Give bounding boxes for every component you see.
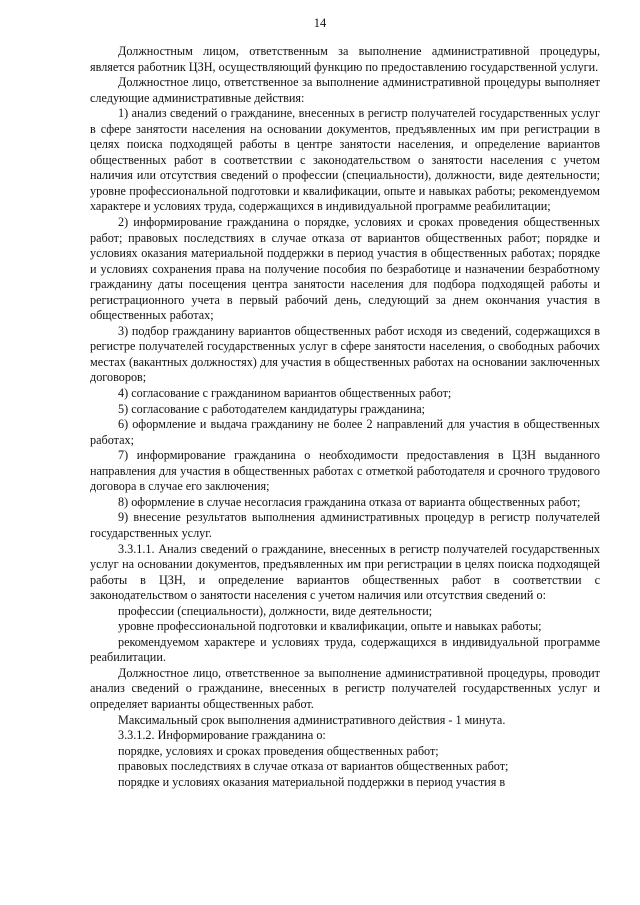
paragraph: 4) согласование с гражданином вариантов общественных работ; <box>118 386 452 401</box>
paragraph: рекомендуемом характере и условиях труда, содержащихся в индивидуальной программе реабилитации. <box>90 634 600 665</box>
paragraph: 2) информирование гражданина о порядке, условиях и сроках проведения общественных работ; правовых последствиях в случае отказа от вариантов общественных работ; порядке и условиях оказания материальной поддержки в период участия в общественных работах; порядке и условиях сохранения права на получение пособия по безработице и назначении безработному гражданину даты посещения центра занятости населения для подбора подходящей работы и регистрационного учета в первый рабочий день, следующий за днем окончания участия в общественных работах; <box>90 215 600 323</box>
paragraph: правовых последствиях в случае отказа от вариантов общественных работ; <box>118 759 509 774</box>
paragraph: 7) информирование гражданина о необходимости предоставления в ЦЗН выданного направления для участия в общественных работах с отметкой работодателя и срочного трудового договора в случае его заключения; <box>90 448 600 494</box>
paragraph: 1) анализ сведений о гражданине, внесенных в регистр получателей государственных услуг в сфере занятости населения на основании документов, предъявленных им при регистрации в целях поиска подходящей работы в центре занятости населения, и определение вариантов общественных работ в соответствии с законодательством о занятости населения с учетом наличия или отсутствия сведений о профессии (специальности), должности, виде деятельности; уровне профессиональной подготовки и квалификации, опыте и навыках работы; рекомендуемом характере и условиях труда, содержащихся в индивидуальной программе реабилитации; <box>90 106 600 214</box>
paragraph: Должностным лицом, ответственным за выполнение административной процедуры, является работник ЦЗН, осуществляющий функцию по предоставлению государственной услуги. <box>90 44 600 74</box>
paragraph: 6) оформление и выдача гражданину не более 2 направлений для участия в общественных работах; <box>90 417 600 447</box>
paragraph: 8) оформление в случае несогласия гражданина отказа от варианта общественных работ; <box>118 494 581 509</box>
paragraph: профессии (специальности), должности, виде деятельности; <box>118 603 433 618</box>
paragraph: Максимальный срок выполнения административного действия - 1 минута. <box>118 712 506 727</box>
paragraph: 3.3.1.1. Анализ сведений о гражданине, внесенных в регистр получателей государственных услуг на основании документов, предъявленных им при регистрации в целях поиска подходящей работы в ЦЗН, и определение вариантов общественных работ в соответствии с законодательством о занятости населения с учетом наличия или отсутствия сведений о: <box>90 541 600 603</box>
paragraph: порядке, условиях и сроках проведения общественных работ; <box>118 743 439 758</box>
paragraph: 9) внесение результатов выполнения административных процедур в регистр получателей государственных услуг. <box>90 510 600 540</box>
paragraph: порядке и условиях оказания материальной поддержки в период участия в <box>118 774 506 789</box>
paragraph: 5) согласование с работодателем кандидатуры гражданина; <box>118 401 426 416</box>
paragraph: 3.3.1.2. Информирование гражданина о: <box>118 728 326 743</box>
page-number: 14 <box>313 16 327 30</box>
paragraph: Должностное лицо, ответственное за выполнение административной процедуры, проводит анализ сведений о гражданине, внесенных в регистр получателей государственных услуг и определяет варианты общественных работ. <box>90 665 600 711</box>
paragraph: уровне профессиональной подготовки и квалификации, опыте и навыках работы; <box>118 619 542 634</box>
paragraph: 3) подбор гражданину вариантов общественных работ исходя из сведений, содержащихся в регистре получателей государственных услуг в сфере занятости населения, о свободных рабочих местах (вакантных должностях) для участия в общественных работах на основании заключенных договоров; <box>90 323 600 385</box>
paragraph: Должностное лицо, ответственное за выполнение административной процедуры выполняет следующие административные действия: <box>90 75 600 105</box>
document-body <box>90 44 600 790</box>
